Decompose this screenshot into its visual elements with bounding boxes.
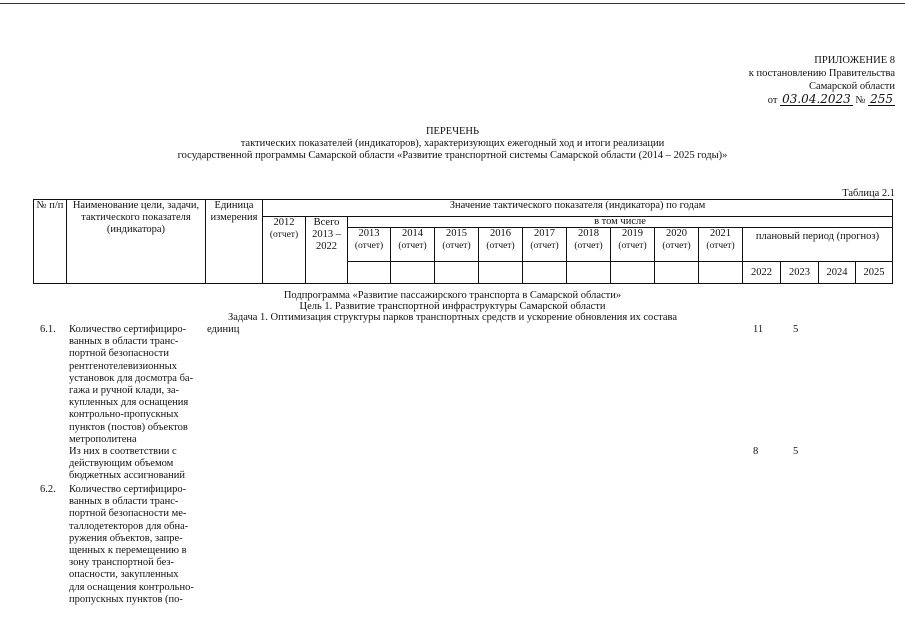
col-name-header: Наименование цели, задачи, тактического показателя (индикатора) [67,200,206,284]
indicator-table-header [33,199,893,284]
year-2017: 2017 [534,228,555,239]
desc-line: Из них в соответствии с [69,446,177,457]
year-2019: 2019 [622,228,643,239]
row-unit: единиц [207,324,240,335]
year-2015: 2015 [446,228,467,239]
empty-cell [611,262,655,284]
desc-line: бюджетных ассигнований [69,470,186,482]
number-label: № [855,95,866,106]
year-2020: 2020 [666,228,687,239]
handwritten-number: 255 [870,92,893,106]
col-num-header: № п/п [34,200,67,284]
row-number: 6.2. [40,484,56,495]
total-label: Всего [313,217,340,228]
report-label: (отчет) [662,241,691,251]
appendix-block [749,54,895,107]
handwritten-date: 03.04.2023 [782,92,851,106]
desc-line: ванных в области транс- [69,336,179,348]
desc-line: ванных в области транс- [69,496,179,508]
appendix-region: Самарской области [809,81,895,92]
row-description [69,324,233,446]
appendix-date-line [749,93,895,107]
row-description [69,484,233,606]
appendix-resolution: к постановлению Правительства [748,68,895,79]
report-label: (отчет) [618,241,647,251]
col-year-header [391,228,435,262]
appendix-title: ПРИЛОЖЕНИЕ 8 [814,55,895,66]
desc-line: купленных для оснащения [69,397,189,409]
col-year-header [611,228,655,262]
goal-title: Цель 1. Развитие транспортной инфраструктуры Самарской области [299,301,606,312]
desc-line: для оснащения контрольно- [69,581,194,593]
col-2012-header [263,217,306,284]
task-title: Задача 1. Оптимизация структуры парков транспортных средств и ускорение обновления их состава [227,312,678,323]
col-year-header [523,228,567,262]
empty-cell [699,262,743,284]
year-2013: 2013 [358,228,380,239]
page-top-border [0,3,905,4]
year-2021: 2021 [710,228,731,239]
desc-line: пропускных пунктов (по- [69,593,183,605]
desc-line: Количество сертифициро- [69,484,187,495]
value-2022: 8 [753,446,759,457]
desc-line: ружения объектов, запре- [69,532,183,544]
desc-line: таллодетекторов для обна- [69,520,189,532]
desc-line: Количество сертифициро- [69,324,187,335]
value-2023: 5 [793,324,799,335]
total-range: 2013 – [312,229,341,240]
desc-line: действующим объемом [69,458,174,470]
col-year-header [348,228,391,262]
year-2018: 2018 [578,228,599,239]
col-values-header: Значение тактического показателя (индикатора) по годам [263,200,893,217]
title-line-3: государственной программы Самарской области «Развитие транспортной системы Самарской области (2014 – 2025 годы)» [177,150,728,161]
report-label: (отчет) [398,241,427,251]
col-year-header [435,228,479,262]
plan-year-2022: 2022 [743,262,781,284]
plan-year-2024: 2024 [819,262,856,284]
empty-cell [523,262,567,284]
year-2014: 2014 [402,228,423,239]
in-total-header: в том числе [348,217,893,228]
desc-line: пунктов (постов) объектов [69,421,188,433]
row-number: 6.1. [40,324,56,335]
report-label: (отчет) [574,241,603,251]
desc-line: метрополитена [69,433,137,445]
col-year-header [479,228,523,262]
desc-line: рентгенотелевизионных [69,360,177,372]
desc-line: гажа и ручной клади, за- [69,384,180,396]
desc-line: зону транспортной без- [69,557,175,569]
year-2012: 2012 [273,217,295,228]
col-total-header [306,217,348,284]
desc-line: портной безопасности ме- [69,508,187,520]
title-line-2: тактических показателей (индикаторов), характеризующих ежегодный ход и итоги реализации [240,138,665,149]
total-end: 2022 [316,241,337,252]
empty-cell [567,262,611,284]
document-title [0,126,905,162]
empty-cell [391,262,435,284]
title-heading: ПЕРЕЧЕНЬ [425,126,480,137]
col-year-header [655,228,699,262]
empty-cell [435,262,479,284]
desc-line: щенных к перемещению в [69,544,187,556]
col-year-header [567,228,611,262]
desc-line: контрольно-пропускных [69,409,179,421]
report-label: (отчет) [442,241,471,251]
year-2016: 2016 [490,228,511,239]
plan-year-2023: 2023 [781,262,819,284]
value-2023: 5 [793,446,799,457]
report-label: (отчет) [530,241,559,251]
value-2022: 11 [753,324,764,335]
desc-line: установок для досмотра ба- [69,372,194,384]
row-description [69,446,233,483]
from-label: от [767,95,778,106]
subprogram-title: Подпрограмма «Развитие пассажирского транспорта в Самарской области» [283,290,622,301]
report-label: (отчет) [706,241,735,251]
empty-cell [348,262,391,284]
table-number: Таблица 2.1 [842,188,895,199]
desc-line: опасности, закупленных [69,569,179,581]
report-label: (отчет) [486,241,515,251]
col-unit-header: Единица измерения [206,200,263,284]
empty-cell [655,262,699,284]
col-year-header [699,228,743,262]
desc-line: портной безопасности [69,348,169,360]
plan-period-header: плановый период (прогноз) [743,228,893,262]
plan-year-2025: 2025 [856,262,893,284]
empty-cell [479,262,523,284]
report-label: (отчет) [354,241,384,251]
report-label: (отчет) [269,230,299,240]
